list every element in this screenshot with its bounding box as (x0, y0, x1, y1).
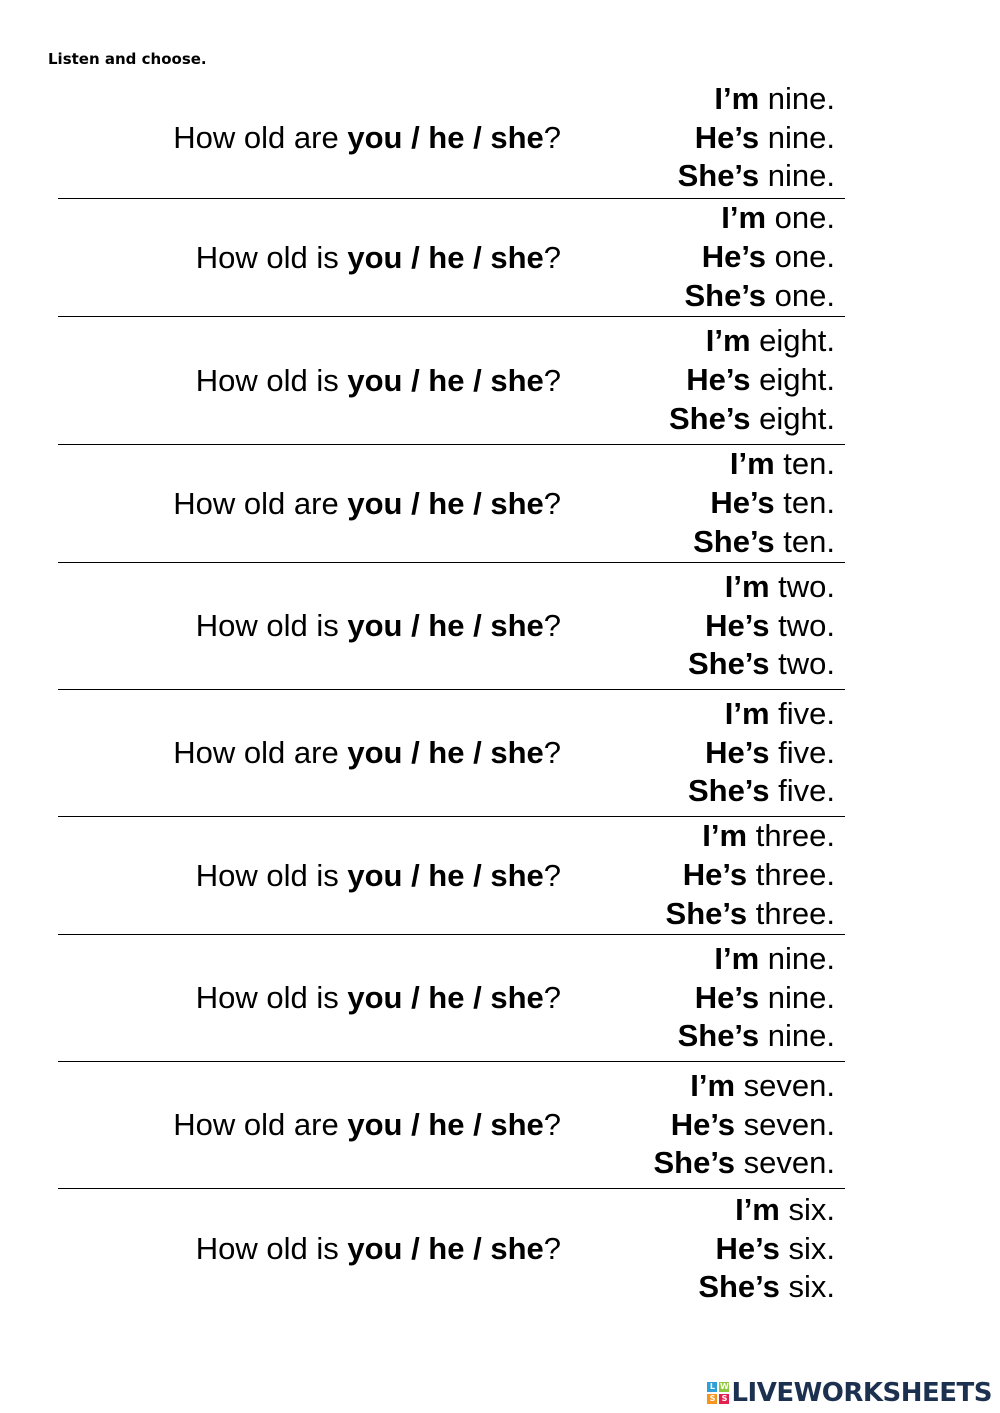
question-stem: How old is (195, 1231, 339, 1266)
question-text: How old is you / he / she? (195, 980, 561, 1015)
answer-number: seven. (743, 1145, 835, 1181)
answer-choice[interactable] (686, 361, 835, 400)
answer-choice[interactable] (688, 772, 835, 811)
answer-number: nine. (767, 979, 835, 1015)
answer-number: five. (778, 773, 835, 809)
question-stem: How old are (173, 120, 339, 155)
answer-choice[interactable] (705, 607, 835, 646)
answer-subject: I’m (705, 323, 751, 359)
answer-subject: She’s (653, 1145, 736, 1181)
option-you[interactable]: you (347, 1231, 403, 1266)
answer-number: ten. (783, 446, 835, 482)
question-row (58, 690, 845, 817)
answer-choice[interactable] (695, 979, 835, 1018)
question-stem: How old is (195, 980, 339, 1015)
question-text: How old are you / he / she? (173, 485, 561, 521)
answer-options (684, 199, 835, 316)
answer-choice[interactable] (725, 568, 835, 607)
option-separator: / (402, 239, 429, 275)
option-separator: / (402, 485, 429, 521)
question-row (58, 199, 845, 317)
answer-options (678, 78, 835, 198)
answer-choice[interactable] (693, 523, 835, 562)
option-he[interactable]: he (428, 239, 465, 275)
answer-number: two. (778, 607, 835, 643)
answer-number: six. (788, 1269, 835, 1305)
answer-choice[interactable] (702, 817, 835, 856)
option-she[interactable]: she (490, 1231, 544, 1266)
option-separator: / (402, 362, 429, 398)
answer-choice[interactable] (716, 1230, 835, 1269)
answer-choice[interactable] (698, 1268, 835, 1307)
answer-options (666, 817, 835, 934)
question-text: How old are you / he / she? (173, 735, 561, 770)
answer-number: six. (788, 1191, 835, 1227)
answer-choice[interactable] (725, 695, 835, 734)
answer-subject: I’m (714, 940, 760, 976)
answer-choice[interactable] (653, 1144, 835, 1183)
option-she[interactable]: she (490, 239, 544, 275)
answer-number: nine. (767, 158, 835, 194)
answer-number: three. (755, 895, 835, 931)
option-he[interactable]: he (428, 362, 465, 398)
question-text: How old is you / he / she? (195, 608, 561, 643)
answer-number: three. (755, 857, 835, 893)
answer-number: nine. (767, 119, 835, 155)
option-he[interactable]: he (428, 120, 465, 155)
option-separator: / (402, 857, 429, 893)
option-she[interactable]: she (490, 362, 544, 398)
answer-number: ten. (783, 523, 835, 559)
answer-options (698, 1189, 835, 1309)
answer-options (688, 690, 835, 816)
question-stem: How old is (195, 608, 339, 643)
question-text: How old are you / he / she? (173, 1107, 561, 1142)
answer-options (688, 563, 835, 689)
option-you[interactable]: you (347, 239, 403, 275)
option-he[interactable]: he (428, 1231, 465, 1266)
answer-number: two. (778, 646, 835, 682)
answer-number: seven. (743, 1106, 835, 1142)
question-text: How old is you / he / she? (195, 239, 561, 275)
answer-number: three. (755, 818, 835, 854)
logo-mark-cell: L (707, 1382, 717, 1392)
answer-number: nine. (767, 1018, 835, 1054)
option-he[interactable]: he (428, 735, 465, 770)
answer-subject: He’s (686, 362, 751, 398)
logo-mark-cell: W (720, 1382, 729, 1391)
liveworksheets-logo (707, 1378, 992, 1408)
answer-options (653, 1062, 835, 1188)
answer-subject: She’s (668, 400, 751, 436)
answer-choice[interactable] (714, 940, 835, 979)
question-stem: How old are (173, 1107, 339, 1142)
answer-subject: He’s (682, 857, 748, 893)
answer-subject: I’m (690, 1067, 736, 1103)
answer-choice[interactable] (683, 856, 835, 895)
option-separator: / (464, 120, 491, 155)
answer-subject: She’s (687, 773, 770, 809)
option-separator: / (402, 1107, 429, 1142)
option-you[interactable]: you (347, 1107, 403, 1142)
option-you[interactable]: you (347, 735, 403, 770)
answer-subject: I’m (724, 695, 770, 731)
answer-number: one. (774, 277, 835, 313)
logo-text: LIVEWORKSHEETS (731, 1378, 992, 1408)
answer-subject: I’m (735, 1191, 780, 1227)
answer-options (693, 445, 835, 562)
answer-number: nine. (767, 80, 835, 116)
logo-mark-cell: S (707, 1394, 717, 1404)
option-separator: / (464, 857, 491, 893)
answer-choice[interactable] (678, 157, 835, 196)
question-stem: How old is (195, 362, 339, 398)
answer-subject: I’m (724, 568, 770, 604)
option-she[interactable]: she (490, 735, 544, 770)
option-you[interactable]: you (347, 120, 403, 155)
question-stem: How old is (195, 857, 339, 893)
option-separator: / (464, 239, 491, 275)
question-stem: How old are (173, 485, 339, 521)
answer-subject: She’s (677, 1018, 760, 1054)
answer-number: two. (778, 568, 835, 604)
option-you[interactable]: you (347, 857, 403, 893)
answer-number: five. (778, 695, 835, 731)
option-she[interactable]: she (490, 980, 544, 1015)
answer-number: eight. (759, 362, 835, 398)
option-separator: / (402, 735, 429, 770)
option-he[interactable]: he (428, 485, 465, 521)
question-row (58, 445, 845, 563)
instruction-text: Listen and choose. (48, 50, 207, 68)
answer-number: eight. (759, 323, 835, 359)
answer-choice[interactable] (671, 1106, 835, 1145)
answer-subject: I’m (721, 200, 767, 236)
option-separator: / (402, 608, 429, 643)
answer-subject: He’s (694, 119, 760, 155)
answer-subject: I’m (702, 818, 748, 854)
answer-choice[interactable] (690, 1067, 835, 1106)
answer-choice[interactable] (688, 645, 835, 684)
answer-subject: She’s (687, 646, 770, 682)
answer-subject: I’m (729, 446, 775, 482)
option-he[interactable]: he (428, 857, 465, 893)
option-separator: / (464, 362, 491, 398)
answer-choice[interactable] (705, 734, 835, 773)
question-stem: How old are (173, 735, 339, 770)
answer-subject: She’s (665, 895, 748, 931)
answer-number: one. (774, 200, 835, 236)
answer-choice[interactable] (695, 119, 835, 158)
option-you[interactable]: you (347, 362, 403, 398)
option-separator: / (464, 1107, 491, 1142)
option-she[interactable]: she (490, 485, 544, 521)
question-row (58, 817, 845, 935)
answer-subject: She’s (677, 158, 760, 194)
answer-options (669, 317, 835, 444)
answer-choice[interactable] (730, 445, 835, 484)
answer-number: five. (778, 734, 835, 770)
option-you[interactable]: you (347, 485, 403, 521)
question-row (58, 78, 845, 199)
question-text: How old is you / he / she? (195, 1231, 561, 1266)
question-row (58, 1062, 845, 1189)
question-row (58, 1189, 845, 1309)
option-she[interactable]: she (490, 120, 544, 155)
answer-subject: He’s (705, 734, 770, 770)
option-she[interactable]: she (490, 1107, 544, 1142)
answer-subject: He’s (701, 239, 767, 275)
answer-number: eight. (759, 400, 835, 436)
option-he[interactable]: he (428, 1107, 465, 1142)
option-she[interactable]: she (490, 608, 544, 643)
question-row (58, 317, 845, 445)
question-row (58, 935, 845, 1062)
answer-choice[interactable] (721, 199, 835, 238)
question-row (58, 563, 845, 690)
option-separator: / (402, 120, 429, 155)
option-she[interactable]: she (490, 857, 544, 893)
question-stem: How old is (195, 239, 339, 275)
answer-subject: She’s (684, 277, 767, 313)
option-separator: / (402, 980, 429, 1015)
answer-choice[interactable] (669, 400, 835, 439)
answer-choice[interactable] (702, 238, 835, 277)
option-separator: / (464, 735, 491, 770)
logo-mark-cell: S (719, 1394, 729, 1404)
answer-number: nine. (767, 940, 835, 976)
option-separator: / (464, 485, 491, 521)
option-you[interactable]: you (347, 980, 403, 1015)
answer-number: one. (774, 239, 835, 275)
answer-choice[interactable] (666, 895, 835, 934)
answer-choice[interactable] (735, 1191, 835, 1230)
option-he[interactable]: he (428, 980, 465, 1015)
answer-subject: I’m (714, 80, 760, 116)
option-separator: / (464, 608, 491, 643)
question-text: How old is you / he / she? (195, 857, 561, 893)
option-he[interactable]: he (428, 608, 465, 643)
answer-subject: She’s (698, 1269, 780, 1305)
answer-subject: He’s (694, 979, 760, 1015)
answer-choice[interactable] (678, 1017, 835, 1056)
answer-subject: She’s (693, 523, 775, 559)
option-you[interactable]: you (347, 608, 403, 643)
answer-choice[interactable] (710, 484, 835, 523)
option-separator: / (464, 1231, 491, 1266)
question-text: How old is you / he / she? (195, 362, 561, 398)
answer-subject: He’s (705, 607, 770, 643)
answer-number: seven. (743, 1067, 835, 1103)
answer-choice[interactable] (706, 322, 835, 361)
answer-choice[interactable] (684, 277, 835, 316)
answer-choice[interactable] (714, 80, 835, 119)
worksheet-table (58, 78, 845, 1309)
answer-options (678, 935, 835, 1061)
option-separator: / (464, 980, 491, 1015)
answer-subject: He’s (670, 1106, 736, 1142)
option-separator: / (402, 1231, 429, 1266)
logo-mark-icon (707, 1382, 729, 1404)
answer-number: ten. (783, 485, 835, 521)
answer-number: six. (788, 1230, 835, 1266)
question-text: How old are you / he / she? (173, 120, 561, 155)
answer-subject: He’s (710, 485, 775, 521)
answer-subject: He’s (715, 1230, 780, 1266)
